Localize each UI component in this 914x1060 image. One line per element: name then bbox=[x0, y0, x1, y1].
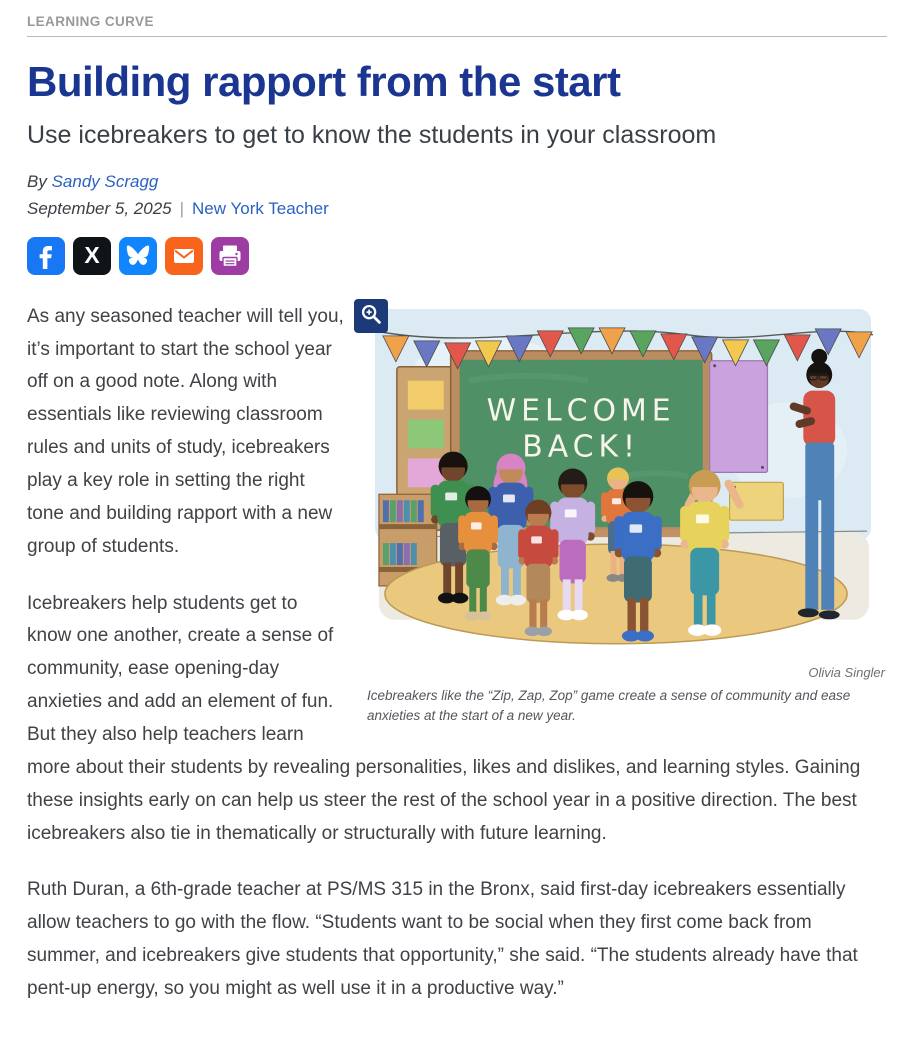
envelope-icon bbox=[166, 238, 202, 274]
x-logo-icon: X bbox=[84, 242, 100, 269]
facebook-f-icon bbox=[28, 238, 64, 274]
article-figure bbox=[359, 301, 887, 727]
image-zoom-button[interactable] bbox=[354, 299, 388, 333]
image-caption: Icebreakers like the “Zip, Zap, Zop” game create a sense of community and ease anxieties at the start of a new year. bbox=[367, 688, 851, 724]
email-share-button[interactable] bbox=[165, 237, 203, 275]
page-subtitle: Use icebreakers to get to know the students in your classroom bbox=[27, 121, 717, 150]
magnifier-plus-icon bbox=[357, 300, 385, 331]
print-share-button[interactable] bbox=[211, 237, 249, 275]
byline bbox=[27, 172, 887, 192]
chalkboard-line1: WELCOME bbox=[486, 393, 676, 429]
author-link[interactable]: Sandy Scragg bbox=[51, 171, 159, 191]
image-credit: Olivia Singler bbox=[808, 665, 885, 681]
share-toolbar bbox=[27, 237, 887, 275]
dateline-separator: | bbox=[179, 198, 185, 218]
chalkboard-line2: BACK! bbox=[522, 429, 641, 465]
article-paragraph-3: Ruth Duran, a 6th-grade teacher at PS/MS 315 in the Bronx, said first-day icebreakers essentially allow teachers to go with the flow. “Students want to be social when they first come back from summer, and icebreakers give students that opportunity,” she said. “The students already have that pent-up energy, so you might as well use it in a productive way.” bbox=[27, 879, 858, 1000]
article-paragraph-2: Icebreakers help students get to know one another, create a sense of community, ease opening-day anxieties and add an element of fun. But they also help teachers learn more about their students by revealing personalities, likes and dislikes, and learning styles. Gaining these insights early on can help us steer the rest of the school year in a positive direction. The best icebreakers also tie in thematically or structurally with future learning. bbox=[27, 592, 861, 844]
facebook-share-button[interactable] bbox=[27, 237, 65, 275]
publication-link[interactable]: New York Teacher bbox=[192, 198, 329, 218]
butterfly-icon bbox=[120, 238, 156, 274]
byline-prefix: By bbox=[27, 171, 47, 191]
section-kicker[interactable]: LEARNING CURVE bbox=[27, 14, 154, 29]
printer-icon bbox=[212, 238, 248, 274]
x-share-button[interactable] bbox=[73, 237, 111, 275]
page-title: Building rapport from the start bbox=[27, 58, 621, 105]
kicker-divider bbox=[27, 36, 887, 37]
classroom-illustration bbox=[359, 301, 887, 662]
article-body bbox=[27, 301, 887, 1006]
dateline bbox=[27, 199, 887, 219]
bluesky-share-button[interactable] bbox=[119, 237, 157, 275]
publish-date: September 5, 2025 bbox=[27, 198, 172, 218]
article-paragraph-1: As any seasoned teacher will tell you, it’s important to start the school year off on a good note. Along with essentials like reviewing classroom rules and units of study, icebreakers play a key role in setting the right tone and building rapport with a new group of students. bbox=[27, 305, 344, 557]
